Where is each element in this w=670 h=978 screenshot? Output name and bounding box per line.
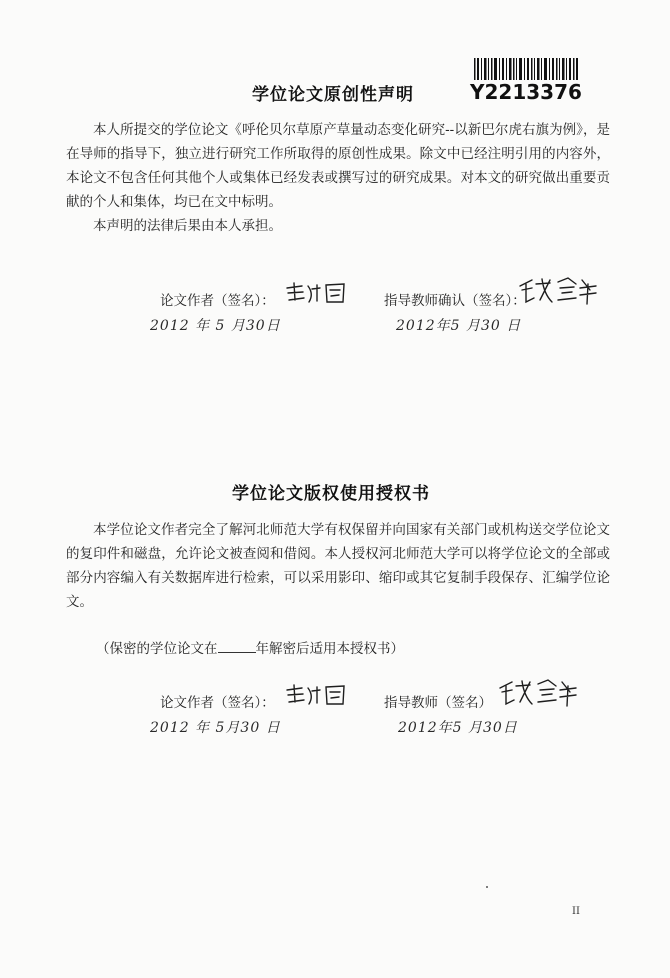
originality-paragraph-1: 本人所提交的学位论文《呼伦贝尔草原产草量动态变化研究--以新巴尔虎右旗为例》，是在导师的指导下，独立进行研究工作所取得的原创性成果。除文中已经注明引用的内容外，本论文不包含任何其他个人或集体已经发表或撰写过的研究成果。对本文的研究做出重要贡献的个人和集体，均已在文中标明。	[66, 122, 610, 210]
secret-note-prefix: （保密的学位论文在	[96, 641, 218, 657]
page-number: II	[572, 906, 580, 917]
scan-speck	[486, 886, 488, 888]
author-signature-1	[284, 280, 354, 306]
copyright-advisor-date: 2012年5 月30日	[398, 720, 518, 736]
secret-note	[96, 637, 404, 657]
copyright-title: 学位论文版权使用授权书	[232, 484, 430, 504]
barcode	[468, 58, 586, 106]
originality-title: 学位论文原创性声明	[252, 85, 414, 105]
author-signature-2	[284, 682, 354, 708]
copyright-paragraph-1: 本学位论文作者完全了解河北师范大学有权保留并向国家有关部门或机构送交学位论文的复印件和磁盘，允许论文被查阅和借阅。本人授权河北师范大学可以将学位论文的全部或部分内容编入有关数据库进行检索，可以采用影印、缩印或其它复制手段保存、汇编学位论文。	[66, 522, 610, 610]
advisor-signature-2	[496, 678, 580, 708]
secret-year-blank	[218, 640, 256, 653]
originality-paragraph-2: 本声明的法律后果由本人承担。	[93, 218, 282, 234]
originality-author-date: 2012 年 5 月30日	[150, 318, 281, 334]
copyright-author-date: 2012 年 5月30 日	[150, 720, 281, 736]
copyright-author-label: 论文作者（签名）：	[160, 695, 275, 711]
copyright-advisor-label: 指导教师（签名）	[384, 695, 492, 711]
originality-advisor-label: 指导教师确认（签名）：	[384, 293, 526, 309]
originality-body	[66, 118, 610, 238]
secret-note-suffix: 年解密后适用本授权书）	[255, 641, 404, 657]
advisor-signature-1	[516, 276, 600, 306]
originality-author-label: 论文作者（签名）：	[160, 293, 275, 309]
copyright-body	[66, 518, 610, 614]
originality-advisor-date: 2012年5 月30 日	[396, 318, 522, 334]
barcode-icon	[474, 58, 578, 80]
barcode-number: Y2213376	[470, 80, 582, 104]
